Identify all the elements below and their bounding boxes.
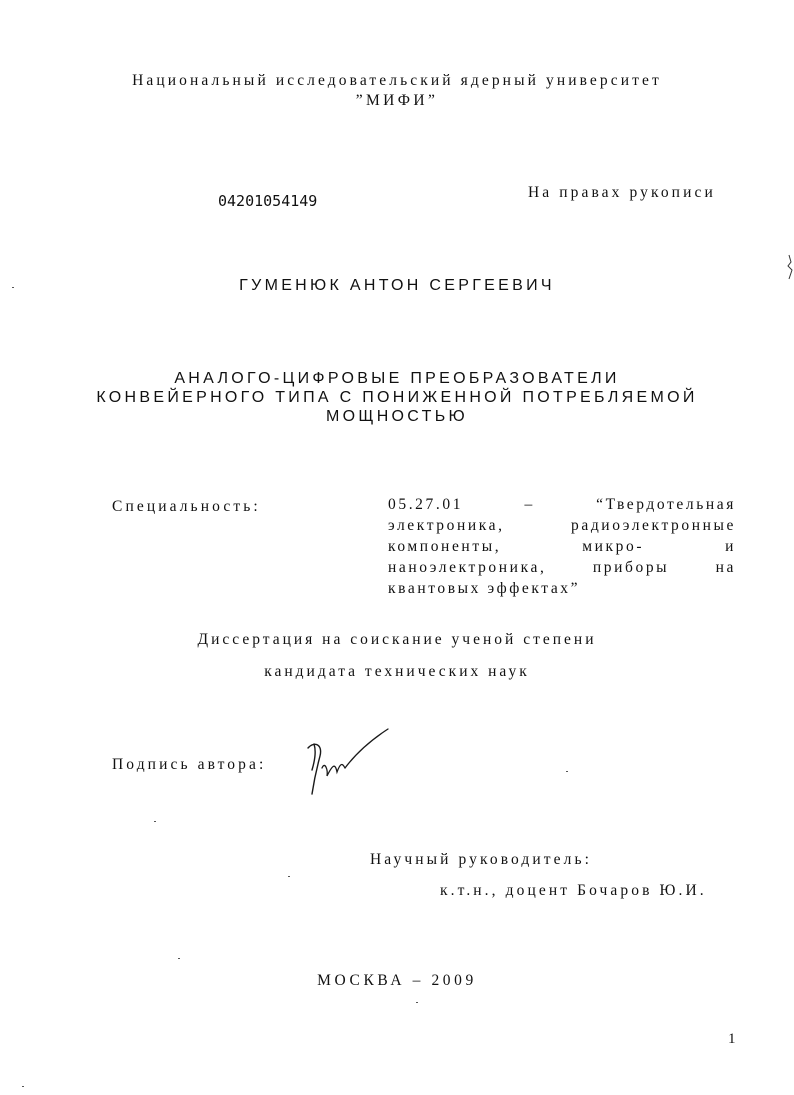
author-signature-image xyxy=(298,726,394,800)
specialty-word: микро- xyxy=(582,538,645,555)
specialty-word: квантовых эффектах” xyxy=(388,580,581,597)
dissertation-line-2: кандидата технических наук xyxy=(264,663,530,680)
specialty-word: и xyxy=(725,538,736,555)
specialty-line-2 xyxy=(388,515,736,536)
thesis-title-line-2: КОНВЕЙЕРНОГО ТИПА С ПОНИЖЕННОЙ ПОТРЕБЛЯЕМОЙ xyxy=(96,389,698,406)
catalog-number: 04201054149 xyxy=(218,192,318,210)
scan-speck xyxy=(566,771,568,772)
author-name: ГУМЕНЮК АНТОН СЕРГЕЕВИЧ xyxy=(239,277,555,294)
specialty-word: электроника, xyxy=(388,517,505,534)
specialty-description xyxy=(388,494,736,599)
specialty-dash: – xyxy=(524,496,535,513)
scan-speck xyxy=(178,958,180,959)
scan-edge-mark xyxy=(786,254,794,280)
specialty-label: Специальность: xyxy=(112,498,261,515)
university-short-name: ”МИФИ” xyxy=(355,92,439,109)
manuscript-rights: На правах рукописи xyxy=(528,184,716,201)
city-year: МОСКВА – 2009 xyxy=(317,972,477,989)
signature-label: Подпись автора: xyxy=(112,756,267,773)
specialty-word: приборы xyxy=(592,559,670,576)
specialty-word: на xyxy=(715,559,736,576)
specialty-word: радиоэлектронные xyxy=(570,517,736,534)
scan-speck xyxy=(154,821,156,822)
thesis-title-line-1: АНАЛОГО-ЦИФРОВЫЕ ПРЕОБРАЗОВАТЕЛИ xyxy=(174,370,620,387)
specialty-word: “Твердотельная xyxy=(596,496,736,513)
specialty-line-3 xyxy=(388,536,736,557)
scan-speck xyxy=(416,1002,418,1003)
specialty-code: 05.27.01 xyxy=(388,496,464,513)
thesis-title-line-3: МОЩНОСТЬЮ xyxy=(326,408,468,425)
scan-speck xyxy=(12,287,14,288)
university-name: Национальный исследовательский ядерный университет xyxy=(132,72,662,89)
specialty-line-1 xyxy=(388,494,736,515)
scan-speck xyxy=(288,876,290,877)
specialty-line-5 xyxy=(388,578,736,599)
specialty-word: наноэлектроника, xyxy=(388,559,547,576)
specialty-word: компоненты, xyxy=(388,538,502,555)
supervisor-name: к.т.н., доцент Бочаров Ю.И. xyxy=(440,882,707,899)
page-number: 1 xyxy=(728,1031,736,1047)
scan-speck xyxy=(22,1086,24,1087)
specialty-line-4 xyxy=(388,557,736,578)
supervisor-label: Научный руководитель: xyxy=(370,851,593,868)
dissertation-line-1: Диссертация на соискание ученой степени xyxy=(197,631,597,648)
